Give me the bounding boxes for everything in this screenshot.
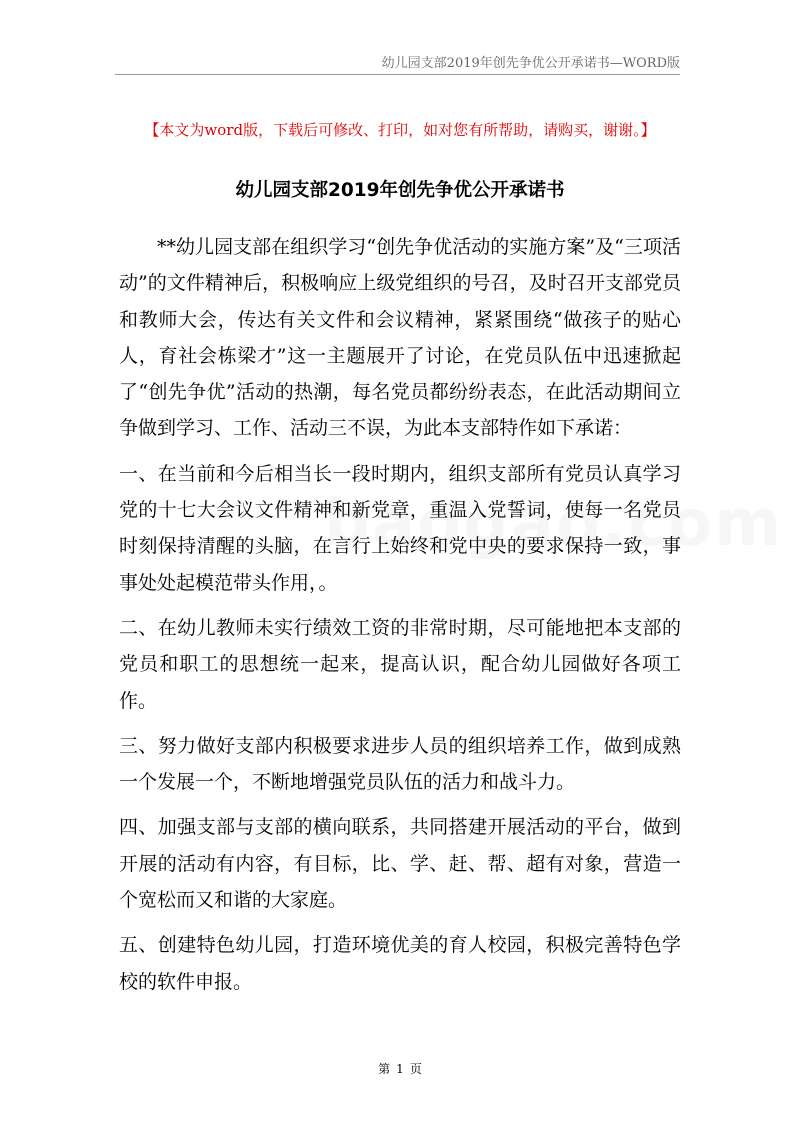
header-divider (115, 74, 680, 75)
commitment-item-2: 二、在幼儿教师未实行绩效工资的非常时期，尽可能地把本支部的党员和职工的思想统一起来，提高认识，配合幼儿园做好各项工作。 (119, 616, 681, 712)
page-footer (0, 1060, 800, 1077)
running-header: 幼儿园支部2019年创先争优公开承诺书—WORD版 (381, 56, 680, 71)
document-title: 幼儿园支部2019年创先争优公开承诺书 (235, 180, 565, 201)
commitment-item-4: 四、加强支部与支部的横向联系，共同搭建开展活动的平台，做到开展的活动有内容，有目标，比、学、赶、帮、超有对象，营造一个宽松而又和谐的大家庭。 (119, 816, 681, 912)
page-suffix: 页 (409, 1062, 422, 1076)
page-number: 1 (396, 1062, 404, 1076)
commitment-item-5: 五、创建特色幼儿园，打造环境优美的育人校园，积极完善特色学校的软件申报。 (119, 934, 681, 993)
commitment-item-3: 三、努力做好支部内积极要求进步人员的组织培养工作，做到成熟一个发展一个，不断地增强党员队伍的活力和战斗力。 (119, 734, 681, 794)
commitment-item-1: 一、在当前和今后相当长一段时期内，组织支部所有党员认真学习党的十七大会议文件精神和新党章，重温入党誓词，使每一名党员时刻保持清醒的头脑，在言行上始终和党中央的要求保持一致，事事处处起模范带头作用，。 (119, 462, 681, 594)
purchase-notice: 【本文为word版，下载后可修改、打印，如对您有所帮助，请购买，谢谢。】 (144, 121, 656, 139)
page-prefix: 第 (378, 1062, 391, 1076)
intro-paragraph: **幼儿园支部在组织学习“创先争优活动的实施方案”及“三项活动”的文件精神后，积极响应上级党组织的号召，及时召开支部党员和教师大会，传达有关文件和会议精神，紧紧围绕“做孩子的贴心人，育社会栋梁才”这一主题展开了讨论，在党员队伍中迅速掀起了“创先争优”活动的热潮，每名党员都纷纷表态，在此活动期间立争做到学习、工作、活动三不误，为此本支部特作如下承诺： (119, 236, 681, 440)
document-body (119, 229, 681, 1000)
